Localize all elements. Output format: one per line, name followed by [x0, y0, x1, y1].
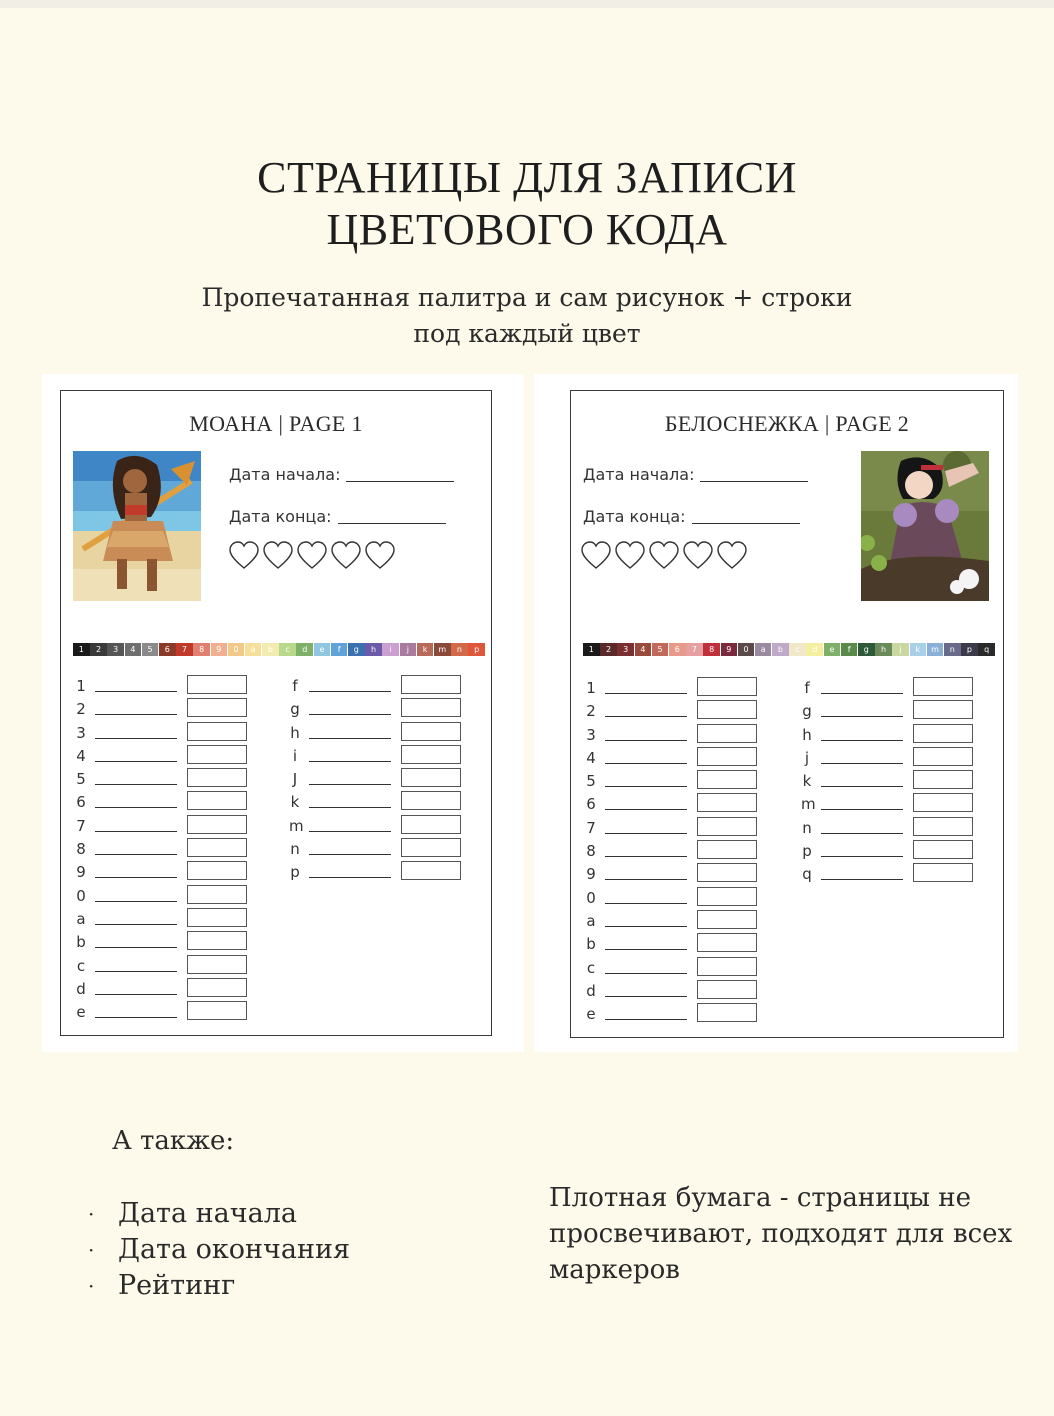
color-sample-box[interactable]: [697, 910, 757, 929]
top-bar: [0, 0, 1054, 8]
heart-icon[interactable]: [297, 541, 327, 571]
palette-swatch: e: [824, 643, 841, 656]
color-sample-box[interactable]: [913, 817, 973, 836]
color-name-line[interactable]: [605, 1019, 687, 1020]
palette-swatch: j: [400, 643, 417, 656]
color-code-label: 4: [586, 748, 596, 767]
palette-swatch: 4: [125, 643, 142, 656]
color-sample-box[interactable]: [697, 724, 757, 743]
color-sample-box[interactable]: [187, 838, 247, 857]
color-code-label: b: [586, 935, 596, 954]
color-code-label: f: [292, 677, 298, 695]
also-item-label: Дата начала: [118, 1198, 297, 1229]
color-sample-box[interactable]: [697, 863, 757, 882]
color-name-line[interactable]: [95, 1017, 177, 1018]
also-item: [86, 1196, 350, 1232]
palette-swatch: h: [875, 643, 892, 656]
color-sample-box[interactable]: [697, 840, 757, 859]
color-sample-box[interactable]: [401, 745, 461, 764]
palette-swatch: m: [434, 643, 451, 656]
color-sample-box[interactable]: [187, 955, 247, 974]
color-name-line[interactable]: [605, 996, 687, 997]
color-code-label: e: [586, 1005, 596, 1024]
color-palette: [73, 643, 486, 656]
sheet-page: [570, 390, 1004, 1038]
color-code-label: c: [586, 958, 596, 977]
color-name-line[interactable]: [821, 809, 903, 810]
color-name-line[interactable]: [95, 854, 177, 855]
end-date-label: Дата конца:: [229, 507, 332, 526]
color-code-label: 2: [76, 700, 86, 719]
color-sample-box[interactable]: [187, 931, 247, 950]
color-sample-box[interactable]: [697, 793, 757, 812]
rating-hearts: [581, 541, 747, 571]
color-sample-box[interactable]: [697, 933, 757, 952]
color-code-label: g: [802, 702, 812, 721]
start-date-label: Дата начала:: [229, 465, 341, 484]
color-sample-box[interactable]: [401, 768, 461, 787]
color-name-line[interactable]: [605, 809, 687, 810]
heart-icon[interactable]: [683, 541, 713, 571]
palette-swatch: 8: [703, 643, 720, 656]
color-sample-box[interactable]: [187, 978, 247, 997]
page-title: [0, 152, 1054, 256]
color-sample-box[interactable]: [697, 700, 757, 719]
palette-swatch: 6: [159, 643, 176, 656]
color-sample-box[interactable]: [187, 768, 247, 787]
color-sample-box[interactable]: [187, 675, 247, 694]
color-code-label: i: [292, 746, 298, 765]
palette-swatch: 8: [193, 643, 210, 656]
also-item: [86, 1232, 350, 1268]
end-date-line: [338, 523, 446, 524]
color-sample-box[interactable]: [187, 791, 247, 810]
palette-swatch: 9: [211, 643, 228, 656]
color-name-line[interactable]: [605, 716, 687, 717]
palette-swatch: e: [314, 643, 331, 656]
color-code-label: p: [802, 842, 812, 861]
color-code-label: g: [290, 700, 300, 719]
palette-swatch: i: [382, 643, 399, 656]
palette-swatch: g: [858, 643, 875, 656]
color-name-line[interactable]: [95, 877, 177, 878]
palette-swatch: k: [417, 643, 434, 656]
color-sample-box[interactable]: [697, 817, 757, 836]
color-code-label: 7: [586, 818, 596, 837]
color-name-line[interactable]: [95, 761, 177, 762]
palette-swatch: 7: [686, 643, 703, 656]
color-name-line[interactable]: [95, 994, 177, 995]
palette-swatch: 5: [652, 643, 669, 656]
color-name-line[interactable]: [605, 786, 687, 787]
palette-swatch: j: [892, 643, 909, 656]
color-name-line[interactable]: [95, 947, 177, 948]
palette-swatch: b: [772, 643, 789, 656]
sheet-card-snow-white: [534, 374, 1018, 1052]
subtitle-line-2: под каждый цвет: [413, 319, 641, 348]
color-code-label: a: [586, 911, 596, 930]
heart-icon[interactable]: [263, 541, 293, 571]
color-sample-box[interactable]: [913, 724, 973, 743]
palette-swatch: b: [262, 643, 279, 656]
color-code-label: b: [76, 933, 86, 952]
palette-swatch: d: [296, 643, 313, 656]
color-name-line[interactable]: [95, 901, 177, 902]
color-code-label: m: [801, 795, 816, 814]
palette-swatch: q: [978, 643, 995, 656]
color-sample-box[interactable]: [187, 885, 247, 904]
color-code-label: k: [290, 793, 300, 812]
color-code-label: f: [804, 679, 810, 697]
color-name-line[interactable]: [605, 949, 687, 950]
color-name-line[interactable]: [95, 831, 177, 832]
color-name-line[interactable]: [605, 926, 687, 927]
palette-swatch: k: [910, 643, 927, 656]
color-code-label: e: [76, 1003, 86, 1022]
color-code-label: 3: [76, 723, 86, 742]
palette-swatch: p: [468, 643, 485, 656]
color-code-label: 8: [586, 842, 596, 861]
color-name-line[interactable]: [605, 973, 687, 974]
color-code-label: 7: [76, 816, 86, 835]
heart-icon[interactable]: [365, 541, 395, 571]
title-line-2: ЦВЕТОВОГО КОДА: [326, 205, 728, 254]
color-code-label: 9: [586, 865, 596, 884]
color-name-line[interactable]: [309, 877, 391, 878]
color-name-line[interactable]: [605, 856, 687, 857]
color-sample-box[interactable]: [697, 677, 757, 696]
color-sample-box[interactable]: [697, 980, 757, 999]
color-code-label: 0: [586, 888, 596, 907]
start-date-field[interactable]: [229, 465, 454, 484]
color-name-line[interactable]: [309, 714, 391, 715]
palette-swatch: 1: [583, 643, 600, 656]
also-title: А также:: [112, 1126, 235, 1156]
color-code-label: q: [802, 865, 812, 884]
color-name-line[interactable]: [309, 784, 391, 785]
palette-swatch: 6: [669, 643, 686, 656]
palette-swatch: p: [961, 643, 978, 656]
color-code-label: 5: [586, 772, 596, 791]
color-name-line[interactable]: [605, 833, 687, 834]
heart-icon[interactable]: [331, 541, 361, 571]
moana-picture: [73, 451, 201, 601]
bullet-icon: ·: [88, 1274, 95, 1298]
palette-swatch: 2: [90, 643, 107, 656]
palette-swatch: f: [841, 643, 858, 656]
color-name-line[interactable]: [95, 691, 177, 692]
palette-swatch: h: [365, 643, 382, 656]
color-code-label: d: [76, 979, 86, 998]
color-sample-box[interactable]: [187, 722, 247, 741]
color-sample-box[interactable]: [401, 722, 461, 741]
also-item-label: Дата окончания: [118, 1234, 351, 1265]
heart-icon[interactable]: [581, 541, 611, 571]
palette-swatch: a: [245, 643, 262, 656]
end-date-field[interactable]: [583, 507, 800, 526]
palette-swatch: n: [451, 643, 468, 656]
color-name-line[interactable]: [605, 693, 687, 694]
color-sample-box[interactable]: [697, 887, 757, 906]
also-list: [86, 1196, 350, 1304]
color-name-line[interactable]: [95, 738, 177, 739]
paper-note: Плотная бумага - страницы не просвечивают, подходят для всех маркеров: [549, 1183, 1013, 1285]
color-sample-box[interactable]: [913, 863, 973, 882]
end-date-field[interactable]: [229, 507, 446, 526]
color-name-line[interactable]: [309, 854, 391, 855]
end-date-line: [692, 523, 800, 524]
color-code-label: a: [76, 909, 86, 928]
heart-icon[interactable]: [649, 541, 679, 571]
color-code-label: h: [290, 723, 300, 742]
color-name-line[interactable]: [821, 786, 903, 787]
palette-swatch: c: [789, 643, 806, 656]
color-sample-box[interactable]: [697, 747, 757, 766]
color-sample-box[interactable]: [913, 747, 973, 766]
color-sample-box[interactable]: [401, 861, 461, 880]
color-palette: [583, 643, 996, 656]
palette-swatch: 3: [617, 643, 634, 656]
palette-swatch: g: [348, 643, 365, 656]
color-sample-box[interactable]: [913, 840, 973, 859]
color-name-line[interactable]: [821, 740, 903, 741]
start-date-line: [700, 481, 808, 482]
start-date-label: Дата начала:: [583, 465, 695, 484]
start-date-line: [346, 481, 454, 482]
sheet-title: БЕЛОСНЕЖКА | PAGE 2: [664, 411, 910, 436]
palette-swatch: n: [944, 643, 961, 656]
color-name-line[interactable]: [821, 693, 903, 694]
palette-swatch: 4: [635, 643, 652, 656]
palette-swatch: 7: [176, 643, 193, 656]
color-code-label: d: [586, 981, 596, 1000]
color-sample-box[interactable]: [187, 698, 247, 717]
palette-swatch: c: [279, 643, 296, 656]
palette-swatch: 1: [73, 643, 90, 656]
color-code-label: m: [289, 816, 304, 835]
color-code-label: 5: [76, 770, 86, 789]
palette-swatch: 0: [738, 643, 755, 656]
color-name-line[interactable]: [605, 903, 687, 904]
palette-swatch: m: [927, 643, 944, 656]
color-name-line[interactable]: [95, 924, 177, 925]
sheet-page: [60, 390, 492, 1036]
palette-swatch: f: [331, 643, 348, 656]
title-line-1: СТРАНИЦЫ ДЛЯ ЗАПИСИ: [257, 153, 797, 202]
end-date-label: Дата конца:: [583, 507, 686, 526]
color-name-line[interactable]: [95, 807, 177, 808]
color-name-line[interactable]: [605, 740, 687, 741]
color-code-label: 4: [76, 746, 86, 765]
color-sample-box[interactable]: [401, 815, 461, 834]
color-name-line[interactable]: [605, 763, 687, 764]
bullet-icon: ·: [88, 1202, 95, 1226]
sheet-card-moana: [42, 374, 524, 1052]
color-name-line[interactable]: [95, 971, 177, 972]
color-code-label: k: [802, 772, 812, 791]
also-item: [86, 1268, 350, 1304]
snow-white-illustration: [861, 451, 989, 601]
color-sample-box[interactable]: [401, 838, 461, 857]
color-sample-box[interactable]: [913, 700, 973, 719]
color-sample-box[interactable]: [401, 791, 461, 810]
color-sample-box[interactable]: [913, 770, 973, 789]
color-code-label: n: [290, 840, 300, 859]
palette-swatch: 9: [721, 643, 738, 656]
color-sample-box[interactable]: [187, 908, 247, 927]
color-name-line[interactable]: [309, 738, 391, 739]
color-code-label: c: [76, 956, 86, 975]
color-sample-box[interactable]: [187, 815, 247, 834]
color-code-label: p: [290, 863, 300, 882]
color-code-label: n: [802, 818, 812, 837]
color-name-line[interactable]: [309, 761, 391, 762]
color-code-label: 1: [76, 677, 86, 695]
color-code-label: 1: [586, 679, 596, 697]
color-sample-box[interactable]: [401, 675, 461, 694]
sheet-title: МОАНА | PAGE 1: [189, 411, 363, 436]
heart-icon[interactable]: [229, 541, 259, 571]
rating-hearts: [229, 541, 395, 571]
start-date-field[interactable]: [583, 465, 808, 484]
palette-swatch: 2: [600, 643, 617, 656]
color-code-label: 9: [76, 863, 86, 882]
also-item-label: Рейтинг: [118, 1270, 236, 1301]
color-name-line[interactable]: [309, 691, 391, 692]
color-name-line[interactable]: [309, 831, 391, 832]
heart-icon[interactable]: [615, 541, 645, 571]
page-subtitle: [0, 280, 1054, 352]
palette-swatch: 3: [107, 643, 124, 656]
color-name-line[interactable]: [95, 714, 177, 715]
heart-icon[interactable]: [717, 541, 747, 571]
subtitle-line-1: Пропечатанная палитра и сам рисунок + строки: [201, 283, 853, 312]
color-code-label: 0: [76, 886, 86, 905]
color-name-line[interactable]: [95, 784, 177, 785]
palette-swatch: 0: [228, 643, 245, 656]
color-code-label: J: [292, 770, 298, 789]
moana-illustration: [73, 451, 201, 601]
color-code-label: 6: [586, 795, 596, 814]
color-sample-box[interactable]: [913, 677, 973, 696]
color-code-label: j: [804, 748, 810, 767]
color-name-line[interactable]: [821, 856, 903, 857]
color-sample-box[interactable]: [187, 1001, 247, 1020]
color-code-label: 2: [586, 702, 596, 721]
color-name-line[interactable]: [821, 716, 903, 717]
color-name-line[interactable]: [821, 763, 903, 764]
color-sample-box[interactable]: [697, 770, 757, 789]
color-sample-box[interactable]: [913, 793, 973, 812]
color-code-label: 6: [76, 793, 86, 812]
color-sample-box[interactable]: [697, 957, 757, 976]
color-sample-box[interactable]: [187, 745, 247, 764]
color-code-label: 3: [586, 725, 596, 744]
palette-swatch: a: [755, 643, 772, 656]
color-code-label: h: [802, 725, 812, 744]
color-name-line[interactable]: [821, 833, 903, 834]
bullet-icon: ·: [88, 1238, 95, 1262]
palette-swatch: 5: [142, 643, 159, 656]
color-name-line[interactable]: [605, 879, 687, 880]
color-name-line[interactable]: [309, 807, 391, 808]
palette-swatch: d: [806, 643, 823, 656]
snow-white-picture: [861, 451, 989, 601]
color-sample-box[interactable]: [401, 698, 461, 717]
color-sample-box[interactable]: [697, 1003, 757, 1022]
color-name-line[interactable]: [821, 879, 903, 880]
color-code-label: 8: [76, 840, 86, 859]
color-sample-box[interactable]: [187, 861, 247, 880]
